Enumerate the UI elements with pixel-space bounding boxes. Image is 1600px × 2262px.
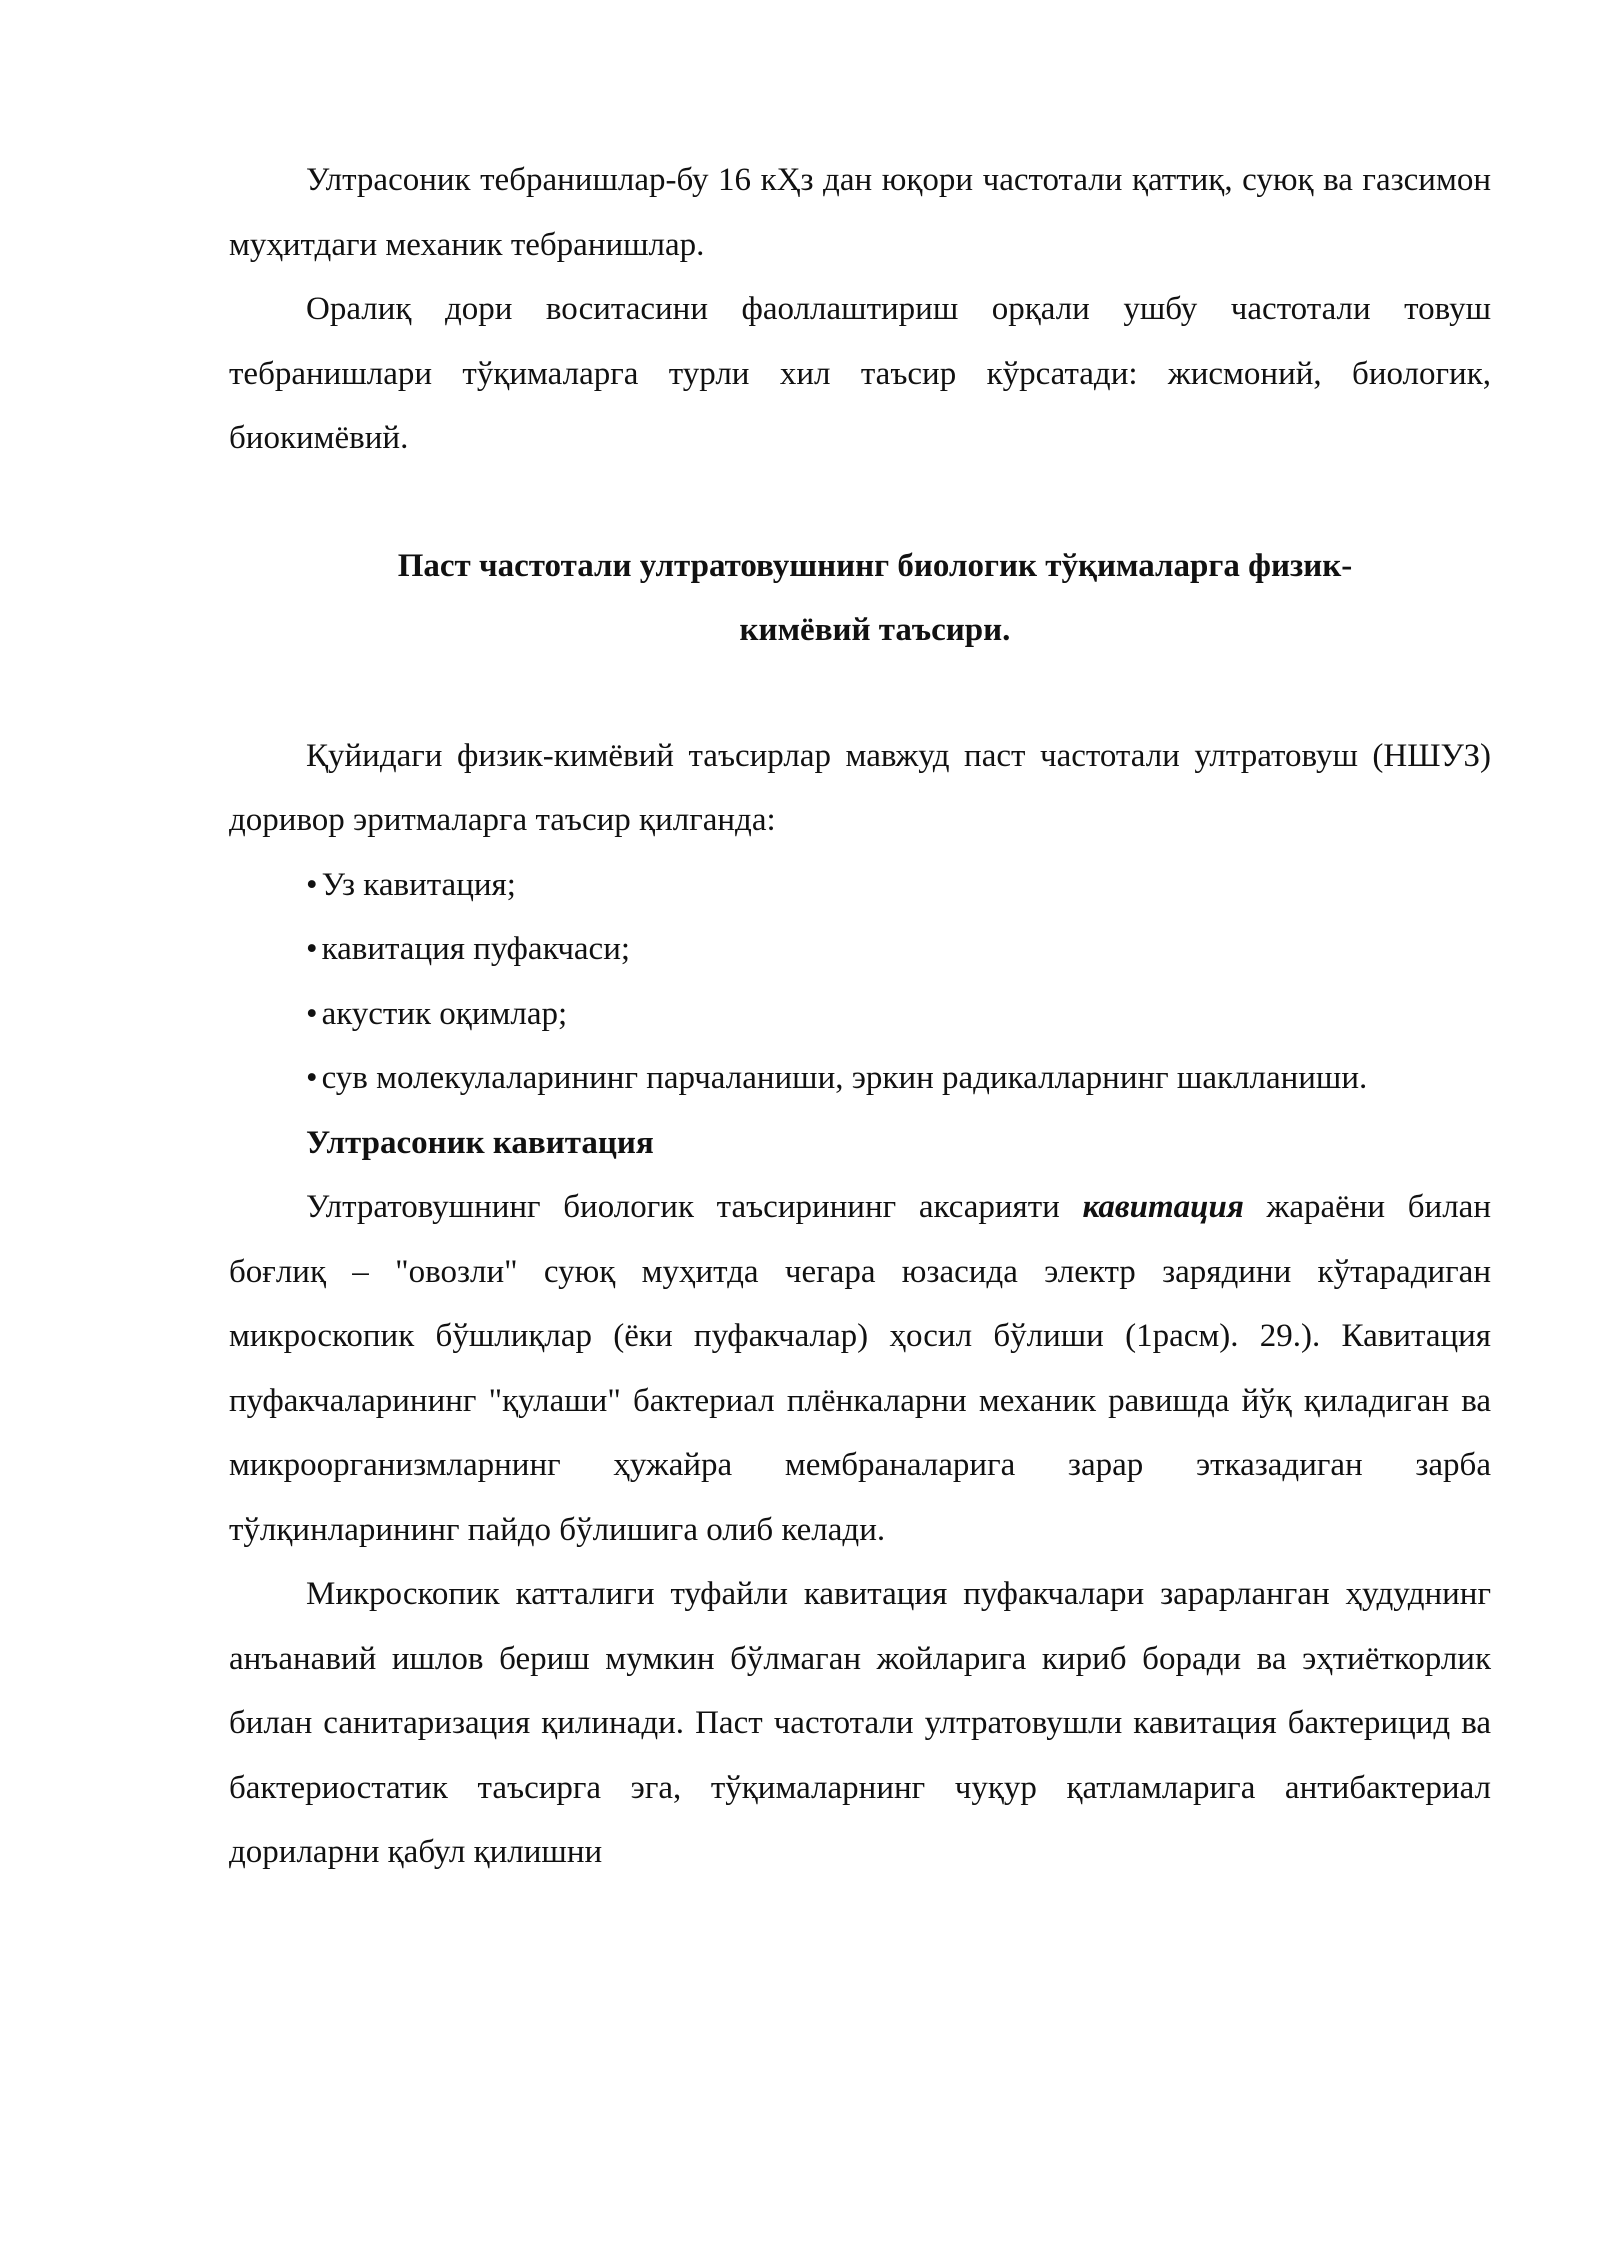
list-item-text: сув молекулаларининг парчаланиши, эркин радикалларнинг шаклланиши. xyxy=(321,1060,1368,1096)
bullet-marker: • xyxy=(306,995,318,1032)
list-item xyxy=(229,917,1491,982)
cavitation-text-after: жараёни билан боғлиқ – "овозли" суюқ муҳитда чегара юзасида электр зарядини кўтарадиган микроскопик бўшлиқлар (ёки пуфакчалар) ҳосил бўлиши (1расм). 29.). Кавитация пуфакчаларининг "қулаши" бактериал плёнкаларни механик равишда йўқ қиладиган ва микроорганизмларнинг ҳужайра мембраналарига зарар этказадиган зарба тўлқинларининг пайдо бўлишига олиб келади. xyxy=(229,1189,1491,1548)
list-item xyxy=(229,1046,1491,1111)
paragraph-intro: Қуйидаги физик-кимёвий таъсирлар мавжуд паст частотали ултратовуш (НШУЗ) доривор эритмаларга таъсир қилганда: xyxy=(229,737,1491,838)
list-item-text: акустик оқимлар; xyxy=(321,995,568,1032)
bullet-marker: • xyxy=(306,1060,318,1096)
list-item-text: Уз кавитация; xyxy=(321,866,516,903)
section-heading xyxy=(229,534,1491,663)
paragraph-ultrasonic-definition: Ултрасоник тебранишлар-бу 16 кҲз дан юқори частотали қаттиқ, суюқ ва газсимон муҳитдаги механик тебранишлар. xyxy=(229,162,1491,263)
section-heading-line-2: кимёвий таъсири. xyxy=(739,612,1011,648)
paragraph-microscopic-size: Микроскопик катталиги туфайли кавитация пуфакчалари зарарланган ҳудуднинг анъанавий ишлов бериш мумкин бўлмаган жойларига кириб боради ва эҳтиёткорлик билан санитаризация қилинади. Паст частотали ултратовушли кавитация бактерицид ва бактериостатик таъсирга эга, тўқималарнинг чуқур қатламларига антибактериал дориларни қабул қилишни xyxy=(229,1576,1491,1870)
list-item xyxy=(229,982,1491,1047)
paragraph-sound-effects: Оралиқ дори воситасини фаоллаштириш орқали ушбу частотали товуш тебранишлари тўқималарга турли хил таъсир кўрсатади: жисмоний, биологик, биокимёвий. xyxy=(229,291,1491,456)
cavitation-emphasis: кавитация xyxy=(1082,1189,1244,1225)
document-page xyxy=(229,148,1491,1885)
section-heading-line-1: Паст частотали ултратовушнинг биологик тўқималарга физик- xyxy=(397,547,1353,584)
subheading-cavitation: Ултрасоник кавитация xyxy=(306,1124,654,1161)
cavitation-text-before: Ултратовушнинг биологик таъсирининг аксарияти xyxy=(306,1189,1083,1225)
paragraph-cavitation xyxy=(229,1175,1491,1562)
list-item-text: кавитация пуфакчаси; xyxy=(321,931,631,967)
list-item xyxy=(229,853,1491,918)
bullet-marker: • xyxy=(306,866,318,903)
bullet-marker: • xyxy=(306,931,318,967)
